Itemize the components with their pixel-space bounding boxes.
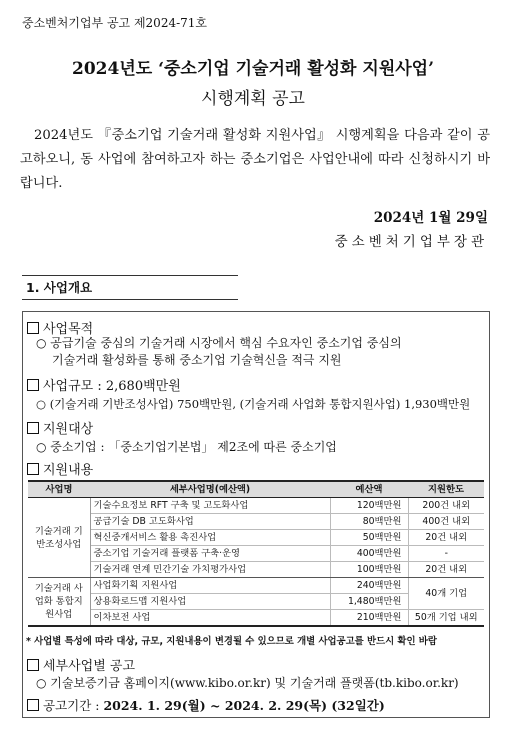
table-row: [28, 578, 484, 594]
scale-heading-text: 사업규모 : 2,680백만원: [43, 379, 181, 394]
content-heading: [27, 459, 93, 478]
table-cell-budget: 80백만원: [330, 514, 408, 530]
purpose-text-2: 기술거래 활성화를 통해 중소기업 기술혁신을 적극 지원: [52, 353, 342, 367]
notice-number: 중소벤처기업부 공고 제2024-71호: [22, 16, 208, 30]
checkbox-icon: [27, 322, 39, 334]
checkbox-icon: [27, 379, 39, 391]
checkbox-icon: [27, 659, 39, 671]
table-row: [28, 498, 484, 514]
table-header-cell: 사업명: [28, 481, 90, 498]
checkbox-icon: [27, 422, 39, 434]
table-cell-name: 기술수요정보 RFT 구축 및 고도화사업: [90, 498, 330, 514]
table-cell-budget: 400백만원: [330, 546, 408, 562]
table-cell-limit: 400건 내외: [408, 514, 484, 530]
table-cell-limit: 50개 기업 내외: [408, 610, 484, 627]
table-cell-name: 공급기술 DB 고도화사업: [90, 514, 330, 530]
scale-heading: [27, 375, 181, 394]
table-cell-budget: 120백만원: [330, 498, 408, 514]
table-header-row: [28, 481, 484, 498]
document-subtitle: 시행계획 공고: [201, 89, 305, 109]
content-heading-text: 지원내용: [43, 463, 94, 478]
table-row: [28, 530, 484, 546]
table-cell-name: 사업화기획 지원사업: [90, 578, 330, 594]
period-line: [27, 696, 385, 714]
table-cell-budget: 240백만원: [330, 578, 408, 594]
table-header-cell: 예산액: [330, 481, 408, 498]
table-cell-name: 상용화로드맵 지원사업: [90, 594, 330, 610]
table-row: [28, 514, 484, 530]
table-cell-limit: 20건 내외: [408, 562, 484, 578]
issuer-name: 중소벤처기업부장관: [334, 234, 488, 250]
table-row: [28, 546, 484, 562]
table-cell-budget: 50백만원: [330, 530, 408, 546]
target-heading-text: 지원대상: [43, 422, 94, 437]
table-cell-limit: 40개 기업: [408, 578, 484, 610]
intro-paragraph: 2024년도 『중소기업 기술거래 활성화 지원사업』 시행계획을 다음과 같이 공고하오니, 동 사업에 참여하고자 하는 중소기업은 사업안내에 따라 신청하시기 바랍니다.: [20, 128, 490, 191]
table-cell-limit: -: [408, 546, 484, 562]
purpose-heading-text: 사업목적: [43, 322, 94, 337]
section-heading: 1. 사업개요: [22, 275, 238, 300]
detail-text: ○ 기술보증기금 홈페이지(www.kibo.or.kr) 및 기술거래 플랫폼(tb.kibo.or.kr): [36, 676, 459, 690]
table-row: [28, 610, 484, 627]
table-group-name: 기술거래 기반조성사업: [28, 498, 90, 578]
detail-heading: [27, 655, 135, 674]
announcement-date: 2024년 1월 29일: [373, 210, 488, 226]
table-cell-limit: 200건 내외: [408, 498, 484, 514]
table-cell-name: 혁신중개서비스 활용 촉진사업: [90, 530, 330, 546]
document-title: 2024년도 ‘중소기업 기술거래 활성화 지원사업’: [72, 59, 434, 79]
table-note: * 사업별 특성에 따라 대상, 규모, 지원내용이 변경될 수 있으므로 개별 사업공고를 반드시 확인 바람: [26, 636, 437, 647]
table-group-name: 기술거래 사업화 통합지원사업: [28, 578, 90, 627]
table-header-cell: 지원한도: [408, 481, 484, 498]
detail-heading-text: 세부사업별 공고: [43, 659, 136, 674]
support-table: [28, 480, 484, 627]
scale-text: ○ (기술거래 기반조성사업) 750백만원, (기술거래 사업화 통합지원사업) 1,930백만원: [36, 397, 471, 411]
table-header-cell: 세부사업명(예산액): [90, 481, 330, 498]
table-cell-budget: 210백만원: [330, 610, 408, 627]
table-row: [28, 562, 484, 578]
table-cell-budget: 100백만원: [330, 562, 408, 578]
table-cell-name: 기술거래 연계 민간기술 가치평가사업: [90, 562, 330, 578]
table-cell-name: 이차보전 사업: [90, 610, 330, 627]
period-value: 2024. 1. 29(월) ~ 2024. 2. 29(목) (32일간): [103, 698, 385, 713]
target-heading: [27, 418, 93, 437]
checkbox-icon: [27, 699, 39, 711]
checkbox-icon: [27, 463, 39, 475]
table-cell-limit: 20건 내외: [408, 530, 484, 546]
table-cell-name: 중소기업 기술거래 플랫폼 구축·운영: [90, 546, 330, 562]
target-text: ○ 중소기업 : 「중소기업기본법」 제2조에 따른 중소기업: [36, 440, 337, 454]
period-label: 공고기간 :: [43, 698, 104, 713]
table-cell-budget: 1,480백만원: [330, 594, 408, 610]
purpose-text-1: ○ 공급기술 중심의 기술거래 시장에서 핵심 수요자인 중소기업 중심의: [36, 336, 402, 350]
